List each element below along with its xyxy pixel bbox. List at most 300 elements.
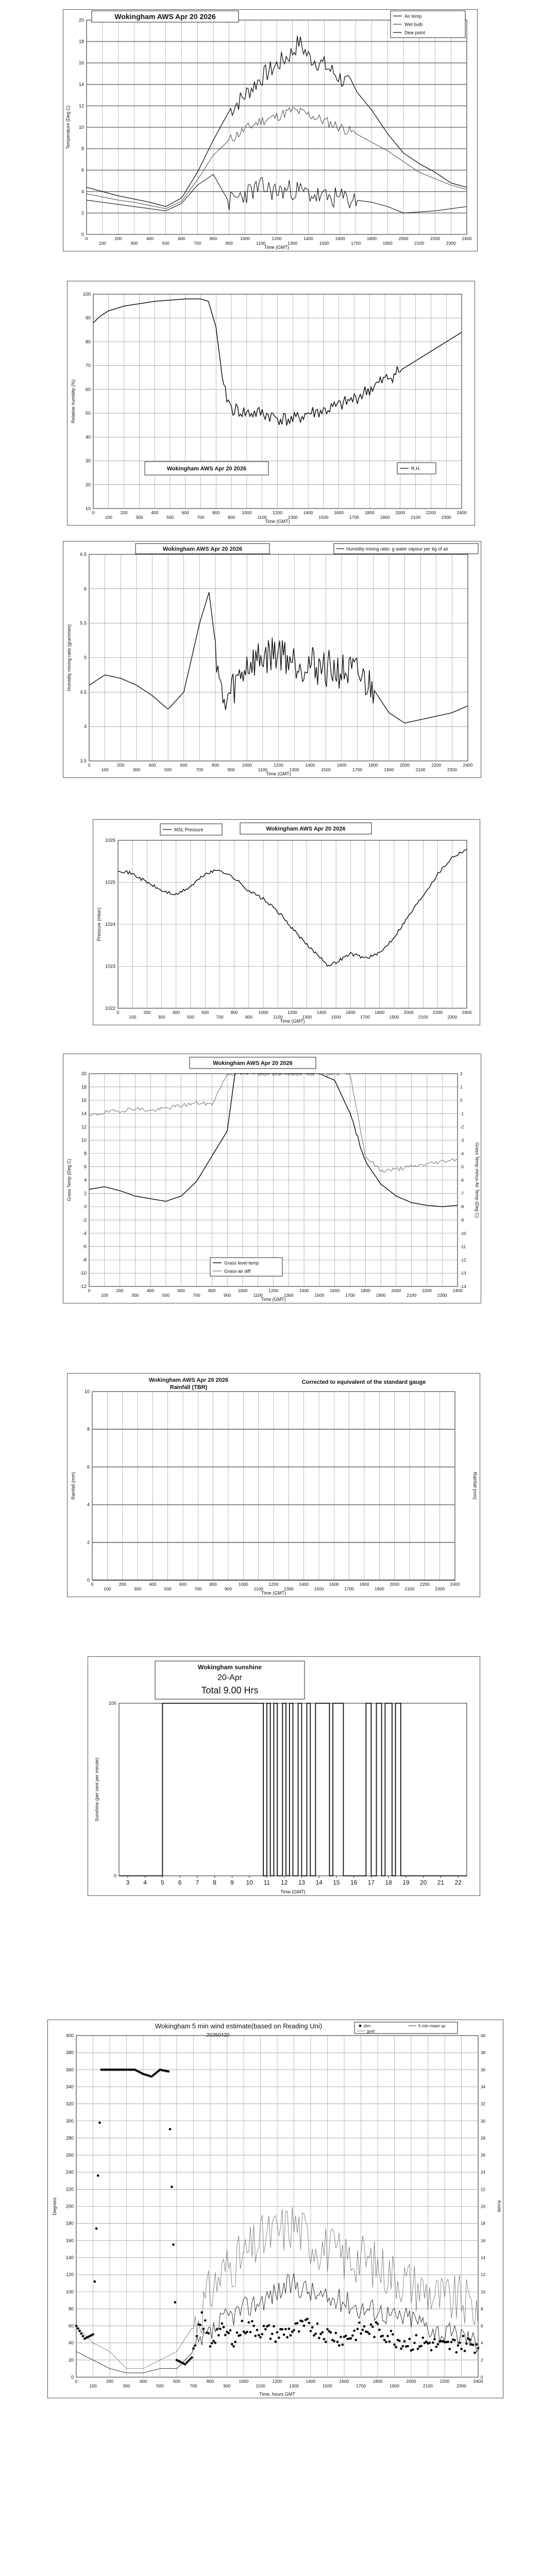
direction-point <box>413 2342 416 2344</box>
legend-label: Dew point <box>404 30 426 36</box>
y-tick-label: 140 <box>65 2255 74 2260</box>
x-tick-label: 100 <box>105 515 112 520</box>
x-tick-label: 700 <box>194 241 201 246</box>
x-tick-label: 2100 <box>411 515 421 520</box>
x-tick-label: 1900 <box>390 2383 399 2388</box>
direction-point <box>169 2128 172 2130</box>
direction-point <box>191 2357 193 2359</box>
y-tick-label: 16 <box>78 60 84 66</box>
y-tick-label: 1026 <box>105 838 115 843</box>
sunshine-chart <box>88 1656 480 1896</box>
x-axis-label: Time, hours GMT <box>259 2392 295 2397</box>
x-tick-label: 0 <box>91 1582 94 1587</box>
x-axis-label: Time (GMT) <box>280 1019 305 1024</box>
direction-point <box>296 2322 299 2325</box>
x-tick-label: 100 <box>100 1293 108 1298</box>
y-tick-label: 1023 <box>105 963 115 969</box>
y-tick-label: 1022 <box>105 1006 115 1011</box>
x-tick-label: 300 <box>136 515 143 520</box>
y-tick-label: -8 <box>82 1257 87 1263</box>
y-tick-label: 8 <box>87 1427 90 1432</box>
wind-chart <box>47 2020 503 2398</box>
y2-tick-label: 14 <box>481 2255 485 2260</box>
mixing-ratio-chart-svg <box>63 541 481 777</box>
x-tick-label: 0 <box>92 510 95 515</box>
y-tick-label: 8 <box>81 146 84 151</box>
x-tick-label: 200 <box>119 1582 126 1587</box>
direction-point <box>475 2343 478 2346</box>
x-tick-label: 2100 <box>415 767 426 772</box>
legend-label: gust <box>367 2029 375 2033</box>
direction-point <box>276 2331 279 2334</box>
y2-tick-label: 22 <box>481 2187 485 2192</box>
grass-temp-chart-svg <box>63 1054 481 1303</box>
x-tick-label: 17 <box>367 1879 375 1886</box>
x-tick-label: 2200 <box>430 236 440 241</box>
x-tick-label: 400 <box>172 1010 180 1015</box>
y-tick-label: 16 <box>81 1097 87 1103</box>
legend-label: Grass level temp <box>224 1260 259 1266</box>
y2-tick-label: -11 <box>460 1244 466 1249</box>
wind-chart-svg <box>48 2020 503 2398</box>
x-tick-label: 1100 <box>273 1014 283 1020</box>
y2-tick-label: 1 <box>460 1084 463 1090</box>
direction-point <box>392 2333 394 2336</box>
x-tick-label: 5 <box>161 1879 164 1886</box>
direction-point <box>247 2321 250 2324</box>
legend-label: MSL Pressure <box>174 827 204 833</box>
y-tick-label: 4 <box>83 724 87 730</box>
x-tick-label: 700 <box>196 767 204 772</box>
x-tick-label: 600 <box>201 1010 209 1015</box>
y-tick-label: 4.5 <box>80 689 87 695</box>
y2-tick-label: 30 <box>481 2119 485 2124</box>
direction-point <box>267 2324 270 2327</box>
direction-point <box>204 2319 207 2322</box>
direction-point <box>351 2334 354 2337</box>
x-tick-label: 1600 <box>334 510 344 515</box>
y-tick-label: 90 <box>85 315 91 321</box>
legend-label: Air temp <box>404 13 422 19</box>
x-tick-label: 15 <box>333 1879 340 1886</box>
x-tick-label: 7 <box>195 1879 199 1886</box>
direction-point <box>430 2349 433 2351</box>
x-tick-label: 600 <box>178 236 185 241</box>
direction-point <box>354 2339 357 2342</box>
y-tick-label: -6 <box>82 1244 87 1249</box>
y-tick-label: 360 <box>65 2067 74 2073</box>
y2-tick-label: 26 <box>481 2153 485 2158</box>
direction-point <box>450 2341 453 2344</box>
direction-point <box>412 2348 414 2351</box>
direction-point <box>93 2280 96 2283</box>
x-tick-label: 300 <box>131 1293 139 1298</box>
x-tick-label: 2400 <box>450 1582 460 1587</box>
y-axis-label: Degrees <box>52 2197 57 2215</box>
x-tick-label: 1400 <box>303 510 313 515</box>
x-tick-label: 13 <box>298 1879 306 1886</box>
x-tick-label: 400 <box>148 762 156 768</box>
y-tick-label: 340 <box>65 2084 74 2090</box>
x-tick-label: 8 <box>213 1879 216 1886</box>
y2-tick-label: -7 <box>460 1191 464 1196</box>
direction-point <box>227 2332 230 2334</box>
direction-point <box>468 2338 471 2341</box>
direction-point <box>82 2335 84 2337</box>
x-tick-label: 9 <box>230 1879 234 1886</box>
x-tick-label: 300 <box>132 767 140 772</box>
y-tick-label: 12 <box>81 1124 87 1130</box>
y-tick-label: 160 <box>65 2238 74 2243</box>
x-tick-label: 22 <box>454 1879 462 1886</box>
direction-point <box>417 2348 419 2350</box>
x-tick-label: 1100 <box>258 767 268 772</box>
y-tick-label: 120 <box>65 2272 74 2278</box>
direction-point <box>385 2341 387 2343</box>
x-tick-label: 200 <box>114 236 122 241</box>
y2-tick-label: -10 <box>460 1231 466 1236</box>
direction-point <box>415 2334 417 2336</box>
x-tick-label: 21 <box>437 1879 445 1886</box>
direction-point <box>368 2333 370 2335</box>
direction-point <box>303 2325 306 2327</box>
y2-tick-label: -14 <box>460 1284 466 1289</box>
x-tick-label: 18 <box>385 1879 392 1886</box>
grass-temp-chart <box>63 1054 481 1303</box>
y-tick-label: 0 <box>71 2375 74 2380</box>
x-tick-label: 1300 <box>283 1586 294 1591</box>
x-tick-label: 200 <box>106 2379 114 2384</box>
y-tick-label: 260 <box>65 2153 74 2158</box>
y-tick-label: 5 <box>83 655 87 660</box>
x-tick-label: 2400 <box>473 2379 483 2384</box>
x-tick-label: 2100 <box>418 1014 428 1020</box>
pressure-chart-svg <box>93 820 480 1025</box>
y-tick-label: 0 <box>113 1873 116 1878</box>
direction-point <box>241 2320 243 2323</box>
direction-point <box>432 2342 434 2344</box>
x-tick-label: 800 <box>230 1010 238 1015</box>
x-tick-label: 900 <box>227 767 235 772</box>
y2-tick-label: -2 <box>460 1125 464 1130</box>
chart-title: Wokingham AWS Apr 20 2026 <box>148 1377 229 1383</box>
x-tick-label: 2300 <box>435 1586 445 1591</box>
direction-point <box>200 2311 203 2314</box>
x-tick-label: 1700 <box>349 515 359 520</box>
y-tick-label: 0 <box>87 1578 90 1583</box>
x-tick-label: 700 <box>193 1293 200 1298</box>
direction-point <box>252 2325 255 2327</box>
x-tick-label: 600 <box>179 1582 187 1587</box>
x-tick-label: 1100 <box>253 1293 263 1298</box>
direction-point <box>381 2335 384 2337</box>
direction-point <box>316 2323 319 2325</box>
y2-tick-label: 32 <box>481 2102 485 2107</box>
x-tick-label: 2300 <box>447 767 457 772</box>
x-tick-label: 1500 <box>314 1586 324 1591</box>
direction-point <box>330 2331 332 2334</box>
y-tick-label: 3.5 <box>80 758 87 764</box>
x-tick-label: 1700 <box>351 241 361 246</box>
direction-point <box>234 2341 236 2343</box>
direction-point <box>256 2329 259 2331</box>
y-tick-label: 80 <box>68 2306 74 2312</box>
direction-point <box>92 2333 94 2336</box>
direction-point <box>370 2324 373 2326</box>
temperature-chart <box>63 9 478 251</box>
x-tick-label: 2000 <box>403 1010 414 1015</box>
x-tick-label: 1500 <box>318 515 329 520</box>
direction-point <box>360 2332 362 2335</box>
chart-subtitle: 20260420 <box>206 2032 230 2038</box>
direction-point <box>310 2330 312 2332</box>
direction-point <box>269 2337 272 2340</box>
x-tick-label: 1900 <box>380 515 390 520</box>
y-tick-label: 4 <box>81 189 84 194</box>
direction-point <box>221 2323 223 2325</box>
y2-tick-label: -6 <box>460 1178 464 1183</box>
x-tick-label: 800 <box>208 1288 216 1293</box>
direction-point <box>263 2325 265 2327</box>
x-tick-label: 900 <box>223 2383 231 2388</box>
direction-point <box>388 2341 391 2343</box>
sunshine-total: Total 9.00 Hrs <box>201 1685 259 1696</box>
y-tick-label: 18 <box>78 39 84 44</box>
direction-point <box>321 2331 324 2334</box>
direction-point <box>77 2327 79 2330</box>
direction-point <box>345 2334 347 2337</box>
direction-point <box>350 2337 352 2340</box>
chart-title: Wokingham AWS Apr 20 2026 <box>266 825 346 832</box>
x-tick-label: 500 <box>166 515 174 520</box>
x-tick-label: 2100 <box>423 2383 433 2388</box>
direction-point <box>194 2344 196 2347</box>
direction-point <box>407 2345 409 2348</box>
x-tick-label: 1600 <box>336 762 347 768</box>
x-tick-label: 0 <box>75 2379 78 2384</box>
x-tick-label: 200 <box>120 510 128 515</box>
pressure-chart <box>93 819 480 1025</box>
y2-tick-label: 34 <box>481 2084 485 2090</box>
x-axis-label: Time (GMT) <box>265 519 290 524</box>
rainfall-chart <box>67 1373 480 1597</box>
y-axis-label: Temperature (Deg C) <box>65 105 71 149</box>
x-tick-label: 600 <box>173 2379 181 2384</box>
y2-tick-label: 28 <box>481 2136 485 2141</box>
x-tick-label: 1200 <box>273 510 282 515</box>
x-tick-label: 2100 <box>414 241 425 246</box>
direction-point <box>259 2336 262 2338</box>
y-tick-label: 40 <box>85 434 91 440</box>
x-tick-label: 800 <box>209 1582 217 1587</box>
x-tick-label: 1700 <box>352 767 363 772</box>
y-tick-label: 20 <box>68 2357 74 2363</box>
direction-point <box>284 2328 287 2331</box>
direction-point <box>477 2347 480 2349</box>
x-tick-label: 800 <box>209 236 217 241</box>
x-tick-label: 1000 <box>239 2379 249 2384</box>
direction-point <box>271 2333 274 2335</box>
chart-subtitle: 20-Apr <box>217 1673 243 1682</box>
y2-tick-label: 0 <box>481 2375 483 2380</box>
y-tick-label: 6.5 <box>80 552 87 557</box>
y2-tick-label: 12 <box>481 2273 485 2278</box>
y2-tick-label: 16 <box>481 2238 485 2243</box>
direction-point <box>390 2330 393 2332</box>
y-tick-label: 60 <box>68 2323 74 2329</box>
direction-point <box>274 2341 277 2343</box>
direction-point <box>273 2325 275 2328</box>
y-tick-label: 320 <box>65 2101 74 2107</box>
mixing-ratio-chart <box>63 541 481 778</box>
y-tick-label: 20 <box>78 18 84 23</box>
x-tick-label: 800 <box>212 510 220 515</box>
direction-point <box>460 2348 463 2350</box>
direction-point <box>464 2350 466 2352</box>
x-tick-label: 100 <box>104 1586 111 1591</box>
y-tick-label: 6 <box>87 1464 90 1470</box>
direction-point <box>323 2338 326 2341</box>
direction-point <box>98 2122 101 2124</box>
y-tick-label: 280 <box>65 2135 74 2141</box>
x-tick-label: 1800 <box>368 762 378 768</box>
direction-point <box>278 2336 280 2339</box>
x-tick-label: 200 <box>117 762 125 768</box>
direction-point <box>254 2335 257 2337</box>
x-tick-label: 1400 <box>305 762 315 768</box>
direction-point <box>395 2346 397 2348</box>
direction-point <box>212 2340 215 2343</box>
direction-point <box>361 2329 364 2331</box>
rainfall-chart-svg <box>67 1374 480 1597</box>
x-tick-label: 1600 <box>335 236 345 241</box>
y-axis-label: Grass Temp (Deg C) <box>66 1159 72 1201</box>
y-tick-label: 60 <box>85 386 91 392</box>
direction-point <box>433 2338 436 2341</box>
direction-point <box>199 2324 201 2326</box>
direction-point <box>400 2347 402 2350</box>
x-tick-label: 800 <box>206 2379 214 2384</box>
y2-tick-label: 0 <box>460 1098 463 1103</box>
y-tick-label: 300 <box>65 2118 74 2124</box>
y-tick-label: 30 <box>85 458 91 464</box>
x-tick-label: 500 <box>162 1293 170 1298</box>
direction-point <box>261 2333 263 2335</box>
y-tick-label: 20 <box>81 1071 87 1076</box>
direction-point <box>214 2342 216 2344</box>
x-tick-label: 1700 <box>344 1586 354 1591</box>
x-tick-label: 1900 <box>376 1293 386 1298</box>
x-tick-label: 2300 <box>437 1293 447 1298</box>
y2-tick-label: 2 <box>481 2358 483 2363</box>
x-tick-label: 2000 <box>391 1288 401 1293</box>
direction-point <box>192 2347 195 2350</box>
y-tick-label: 10 <box>78 125 84 130</box>
direction-point <box>453 2339 456 2342</box>
direction-point <box>97 2174 99 2177</box>
direction-point <box>171 2185 173 2188</box>
direction-point <box>373 2336 376 2338</box>
x-tick-label: 2300 <box>457 2383 466 2388</box>
x-tick-label: 900 <box>225 241 233 246</box>
x-tick-label: 500 <box>187 1014 195 1020</box>
direction-point <box>288 2328 290 2330</box>
legend-swatch <box>359 2025 362 2027</box>
x-tick-label: 300 <box>130 241 138 246</box>
direction-point <box>459 2342 461 2344</box>
x-tick-label: 2200 <box>431 762 442 768</box>
x-tick-label: 1000 <box>242 762 252 768</box>
x-tick-label: 11 <box>263 1879 270 1886</box>
x-tick-label: 400 <box>147 1288 155 1293</box>
direction-point <box>401 2345 404 2348</box>
x-tick-label: 0 <box>88 1288 91 1293</box>
direction-point <box>393 2344 396 2346</box>
x-tick-label: 2000 <box>390 1582 400 1587</box>
direction-point <box>338 2344 341 2347</box>
y-axis-label: Sunshine (per cent per minute) <box>94 1757 99 1822</box>
direction-point <box>472 2344 475 2346</box>
x-tick-label: 1200 <box>268 1582 279 1587</box>
y2-tick-label: 36 <box>481 2067 485 2073</box>
y-tick-label: 10 <box>81 1138 87 1143</box>
y-tick-label: 400 <box>65 2033 74 2038</box>
x-tick-label: 1500 <box>319 241 329 246</box>
x-tick-label: 1400 <box>303 236 313 241</box>
x-tick-label: 1300 <box>302 1014 312 1020</box>
x-tick-label: 4 <box>143 1879 147 1886</box>
direction-point <box>457 2344 460 2347</box>
x-tick-label: 200 <box>116 1288 124 1293</box>
direction-point <box>211 2342 213 2345</box>
y2-axis-label: Knots <box>497 2200 502 2213</box>
chart-title: Wokingham AWS Apr 20 2026 <box>213 1060 293 1066</box>
x-tick-label: 1100 <box>256 241 266 246</box>
y2-tick-label: 24 <box>481 2170 485 2175</box>
x-tick-label: 2200 <box>419 1582 430 1587</box>
y2-tick-label: -3 <box>460 1138 464 1143</box>
x-tick-label: 6 <box>178 1879 182 1886</box>
y-tick-label: 5.5 <box>80 620 87 626</box>
y-tick-label: 14 <box>78 81 84 87</box>
direction-point <box>421 2336 424 2339</box>
direction-point <box>336 2341 339 2343</box>
x-tick-label: 2300 <box>446 241 456 246</box>
direction-point <box>290 2334 292 2337</box>
legend-label: Grass-air diff <box>224 1268 251 1274</box>
y2-tick-label: 8 <box>481 2307 483 2312</box>
direction-point <box>172 2243 175 2246</box>
y-tick-label: 50 <box>85 411 91 416</box>
direction-point <box>167 2070 170 2073</box>
y2-tick-label: 20 <box>481 2204 485 2209</box>
y-tick-label: -10 <box>79 1270 87 1276</box>
direction-point <box>357 2328 359 2330</box>
y-tick-label: 12 <box>78 103 84 109</box>
direction-point <box>239 2334 242 2336</box>
x-tick-label: 700 <box>190 2383 197 2388</box>
x-axis-label: Time (GMT) <box>261 1297 286 1302</box>
x-tick-label: 2100 <box>404 1586 415 1591</box>
legend-label: R.H. <box>411 466 420 471</box>
direction-point <box>448 2348 451 2350</box>
y-tick-label: 380 <box>65 2050 74 2056</box>
x-tick-label: 1600 <box>345 1010 356 1015</box>
y2-tick-label: -8 <box>460 1205 464 1210</box>
x-tick-label: 1000 <box>238 1288 248 1293</box>
direction-point <box>314 2332 317 2335</box>
x-tick-label: 1200 <box>268 1288 278 1293</box>
